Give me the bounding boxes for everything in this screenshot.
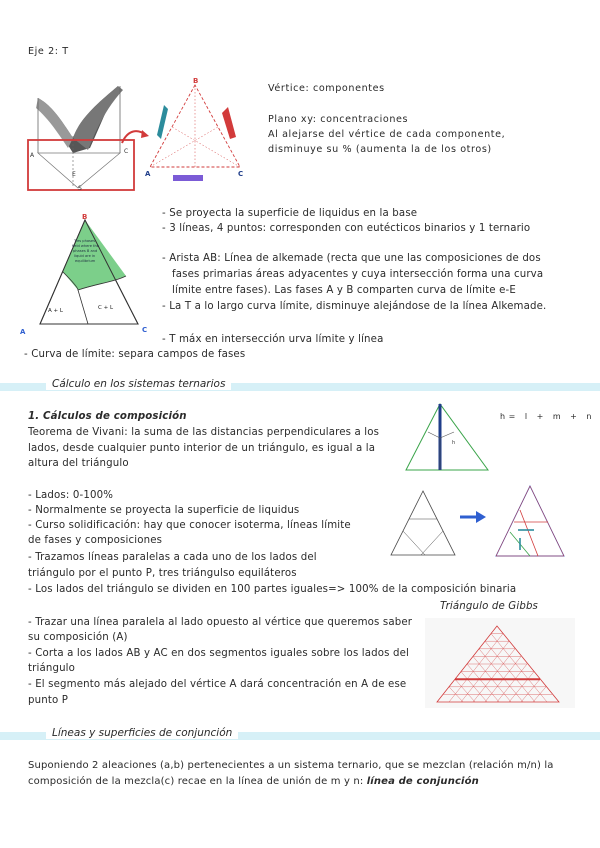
section-title-conjuncion: Líneas y superficies de conjunción (46, 727, 238, 739)
calc-line-1: lados, desde cualquier punto interior de un triángulo, es igual a la (28, 443, 376, 454)
label-c: C (124, 148, 129, 155)
region-text-3: liquid are in (74, 254, 96, 258)
liq-label-c: C (142, 326, 148, 334)
section-title-calculo: Cálculo en los sistemas ternarios (46, 378, 231, 390)
c-plus-l: C + L (98, 305, 114, 311)
region-text-1: field where the (72, 244, 99, 248)
bullet-arista-cont2: límite entre fases). Las fases A y B comparten curva de límite e-E (172, 285, 516, 296)
calc-line-5: - Curso solidificación: hay que conocer isoterma, líneas límite (28, 520, 351, 531)
region-text-2: phases B and (73, 249, 98, 253)
svg-text:h: h (452, 440, 456, 446)
bullet-tmax: - T máx en intersección urva límite y línea (162, 334, 384, 345)
blue-arrow (458, 510, 488, 524)
ternary-triangle-arrows-figure (140, 75, 250, 190)
axis-header: Eje 2: T (28, 46, 69, 57)
tri-label-c: C (238, 170, 244, 178)
formula: h= l + m + n (500, 412, 595, 421)
liquidus-projection-figure (18, 212, 153, 337)
conj-bold-term: línea de conjunción (366, 776, 479, 787)
liq-label-b: B (82, 213, 88, 221)
calc-heading: 1. Cálculos de composición (28, 411, 187, 422)
note-plano1: Plano xy: concentraciones (268, 114, 409, 125)
calc2-line-5: punto P (28, 695, 69, 706)
bullet-curva-limite: - Curva de límite: separa campos de fases (24, 349, 246, 360)
bullet-temperature: - La T a lo largo curva límite, disminuye alejándose de la línea Alkemade. (162, 301, 547, 312)
calc-line-3: - Lados: 0-100% (28, 490, 114, 501)
calc-line-7: - Trazamos líneas paralelas a cada uno de los lados del (28, 552, 317, 563)
conj-line-1: Suponiendo 2 aleaciones (a,b) pertenecientes a un sistema ternario, que se mezclan (relación m/n) la (28, 760, 554, 771)
colored-composition-triangle (490, 482, 570, 562)
parallel-lines-triangle-figure (385, 485, 460, 560)
conj-line-2 (28, 774, 479, 790)
note-plano2: Al alejarse del vértice de cada componente, (268, 129, 506, 140)
region-text-4: equilibrium (75, 259, 96, 263)
bullet-arista: - Arista AB: Línea de alkemade (recta que une las composiciones de dos (162, 253, 541, 264)
calc2-line-1: su composición (A) (28, 632, 128, 643)
calc2-line-0: - Trazar una línea paralela al lado opuesto al vértice que queremos saber (28, 617, 413, 628)
conj-line-2-text: composición de la mezcla(c) recae en la línea de unión de m y n: (28, 776, 367, 787)
calc-line-8: triángulo por el punto P, tres triángulso equiláteros (28, 568, 297, 579)
tri-label-a: A (145, 170, 151, 178)
bullet-lines-points: - 3 líneas, 4 puntos: corresponden con eutécticos binarios y 1 ternario (162, 223, 531, 234)
gibbs-triangle-figure (425, 618, 575, 708)
calc2-line-3: triángulo (28, 663, 76, 674)
calc-line-6: de fases y composiciones (28, 535, 163, 546)
a-plus-l: A + L (48, 308, 63, 314)
label-e: E (72, 171, 76, 178)
label-a: A (30, 152, 35, 159)
calc2-line-2: - Corta a los lados AB y AC en dos segmentos iguales sobre los lados del (28, 648, 410, 659)
bullet-projection: - Se proyecta la superficie de liquidus en la base (162, 208, 418, 219)
note-plano3: disminuye su % (aumenta la de los otros) (268, 144, 492, 155)
tri-label-b: B (193, 77, 199, 85)
calc-line-2: altura del triángulo (28, 458, 129, 469)
note-vertice: Vértice: componentes (268, 83, 385, 94)
vivani-triangle-figure (400, 400, 495, 475)
calc-line-9: - Los lados del triángulo se dividen en 100 partes iguales=> 100% de la composición binaria (28, 584, 517, 595)
liq-label-a: A (20, 328, 26, 336)
calc-line-0: Teorema de Vivani: la suma de las distancias perpendiculares a los (28, 427, 380, 438)
region-text-0: Tres phases (74, 239, 96, 243)
gibbs-label: Triángulo de Gibbs (440, 601, 539, 612)
label-s: S (78, 185, 82, 192)
calc2-line-4: - El segmento más alejado del vértice A dará concentración en A de ese (28, 679, 407, 690)
bullet-arista-cont1: fases primarias áreas adyacentes y cuya intersección forma una curva (172, 269, 544, 280)
calc-line-4: - Normalmente se proyecta la superficie de liquidus (28, 505, 300, 516)
